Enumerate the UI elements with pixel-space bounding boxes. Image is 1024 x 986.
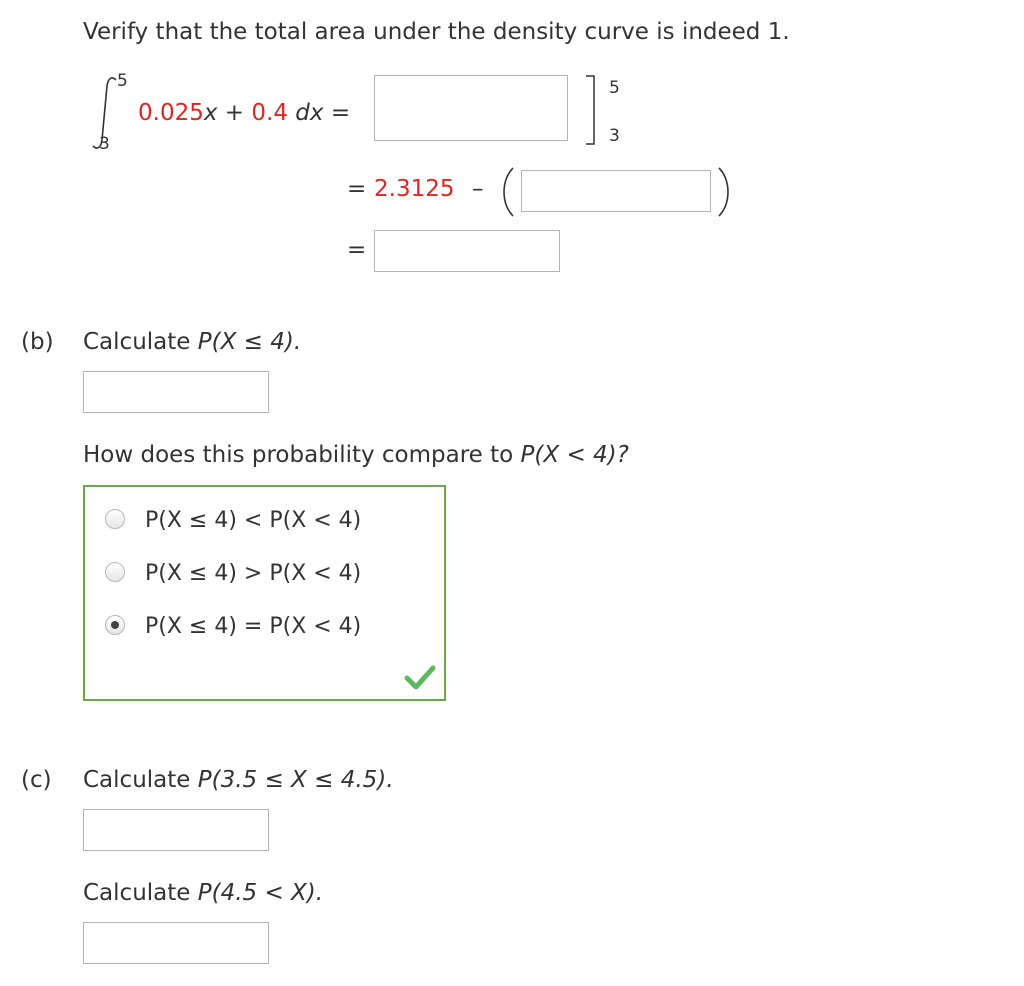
plus-sign: + <box>224 100 245 126</box>
integrand-constant: 0.4 <box>251 100 288 126</box>
part-b-prompt-text: Calculate <box>83 329 198 355</box>
integrand <box>138 100 350 126</box>
part-a-prompt: Verify that the total area under the density curve is indeed 1. <box>83 19 790 45</box>
answer-options-group <box>83 485 446 701</box>
correct-check-icon <box>403 663 437 691</box>
part-c-answer-2-input[interactable] <box>83 922 269 964</box>
part-b-answer-input[interactable] <box>83 371 269 413</box>
compare-prompt-math: P(X < 4)? <box>520 442 629 468</box>
antiderivative-input[interactable] <box>374 75 568 141</box>
minus-sign: – <box>472 176 484 202</box>
option-1-radio[interactable] <box>105 509 125 529</box>
option-2-label[interactable]: P(X ≤ 4) > P(X < 4) <box>145 561 362 586</box>
part-b-label: (b) <box>21 329 54 355</box>
part-c-prompt-2-math: P(4.5 < X). <box>197 880 324 906</box>
upper-value: 2.3125 <box>374 176 455 202</box>
compare-prompt <box>83 442 629 468</box>
part-c-prompt-math: P(3.5 ≤ X ≤ 4.5). <box>197 767 394 793</box>
option-3-label[interactable]: P(X ≤ 4) = P(X < 4) <box>145 614 362 639</box>
equals-sign-3: = <box>347 237 367 263</box>
eval-upper-limit: 5 <box>609 78 620 98</box>
integrand-variable: x <box>203 100 218 126</box>
integral-upper-limit: 5 <box>117 71 128 91</box>
total-area-input[interactable] <box>374 230 560 272</box>
compare-prompt-text: How does this probability compare to <box>83 442 521 468</box>
integrand-coefficient: 0.025 <box>138 100 204 126</box>
right-paren-icon <box>715 166 735 218</box>
part-b-prompt <box>83 329 301 355</box>
part-c-prompt-2 <box>83 880 323 906</box>
eval-lower-limit: 3 <box>609 126 620 146</box>
evaluation-bracket-icon <box>584 74 598 146</box>
part-c-prompt-text: Calculate <box>83 767 198 793</box>
lower-value-input[interactable] <box>521 170 711 212</box>
option-2-radio[interactable] <box>105 562 125 582</box>
equals-sign-2: = <box>347 176 367 202</box>
dx-label: dx <box>295 100 324 126</box>
option-1-label[interactable]: P(X ≤ 4) < P(X < 4) <box>145 508 362 533</box>
part-c-answer-input[interactable] <box>83 809 269 851</box>
left-paren-icon <box>497 166 517 218</box>
part-c-prompt <box>83 767 394 793</box>
part-b-prompt-math: P(X ≤ 4). <box>197 329 302 355</box>
part-c-prompt-2-text: Calculate <box>83 880 198 906</box>
integral-lower-limit: 3 <box>99 134 110 154</box>
part-c-label: (c) <box>21 767 52 793</box>
option-3-radio[interactable] <box>105 615 125 635</box>
equals-sign: = <box>330 100 351 126</box>
